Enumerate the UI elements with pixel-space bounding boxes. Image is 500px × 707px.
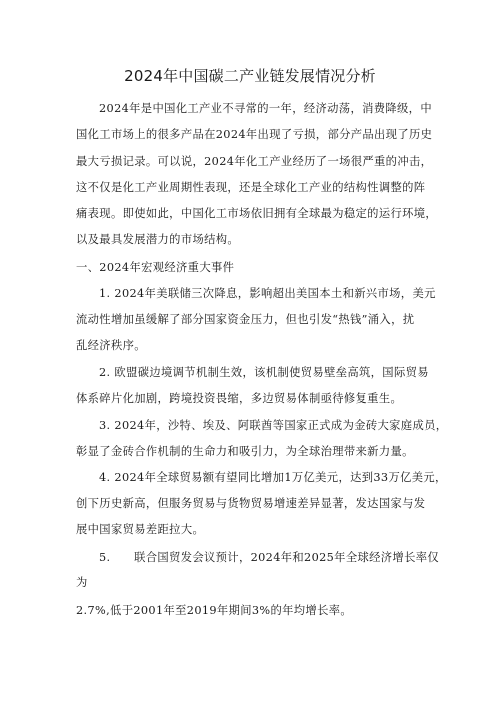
intro-line-2: 国化工市场上的很多产品在2024年出现了亏损，部分产品出现了历史	[76, 128, 433, 141]
event-2-line-1: 2. 欧盟碳边境调节机制生效，该机制使贸易壁垒高筑，国际贸易	[99, 366, 429, 379]
event-1-line-2: 流动性增加虽缓解了部分国家资金压力，但也引发“热钱”涌入，扰	[76, 313, 415, 326]
event-4-line-2: 创下历史新高，但服务贸易与货物贸易增速差异显著，发达国家与发	[76, 497, 426, 510]
event-5-line-1: 5. 联合国贸发会议预计，2024年和2025年全球经济增长率仅	[99, 551, 440, 564]
event-3-line-1: 3. 2024年，沙特、埃及、阿联酋等国家正式成为金砖大家庭成员，	[99, 419, 448, 432]
event-4-line-1: 4. 2024年全球贸易额有望同比增加1万亿美元，达到33万亿美元，	[99, 471, 447, 484]
intro-line-6: 以及最具发展潜力的市场结构。	[76, 233, 240, 246]
event-5-line-2: 为	[76, 576, 88, 589]
intro-line-1: 2024年是中国化工产业不寻常的一年，经济动荡，消费降级，中	[99, 102, 432, 115]
intro-line-3: 最大亏损记录。可以说，2024年化工产业经历了一场很严重的冲击，	[76, 155, 433, 168]
intro-line-5: 痛表现。即使如此，中国化工市场依旧拥有全球最为稳定的运行环境，	[76, 207, 438, 220]
event-3-line-2: 彰显了金砖合作机制的生命力和吸引力，为全球治理带来新力量。	[76, 445, 414, 458]
event-4-line-3: 展中国家贸易差距拉大。	[76, 523, 205, 536]
event-5-line-3: 2.7%,低于2001年至2019年期间3%的年均增长率。	[76, 604, 353, 617]
section-heading: 一、2024年宏观经济重大事件	[76, 261, 235, 274]
event-2-line-2: 体系碎片化加剧，跨境投资畏缩，多边贸易体制亟待修复重生。	[76, 392, 403, 405]
intro-line-4: 这不仅是化工产业周期性表现，还是全球化工产业的结构性调整的阵	[76, 181, 426, 194]
event-1-line-1: 1. 2024年美联储三次降息，影响超出美国本土和新兴市场，美元	[99, 287, 436, 300]
event-1-line-3: 乱经济秩序。	[76, 339, 146, 352]
document-title: 2024年中国碳二产业链发展情况分析	[124, 67, 376, 85]
